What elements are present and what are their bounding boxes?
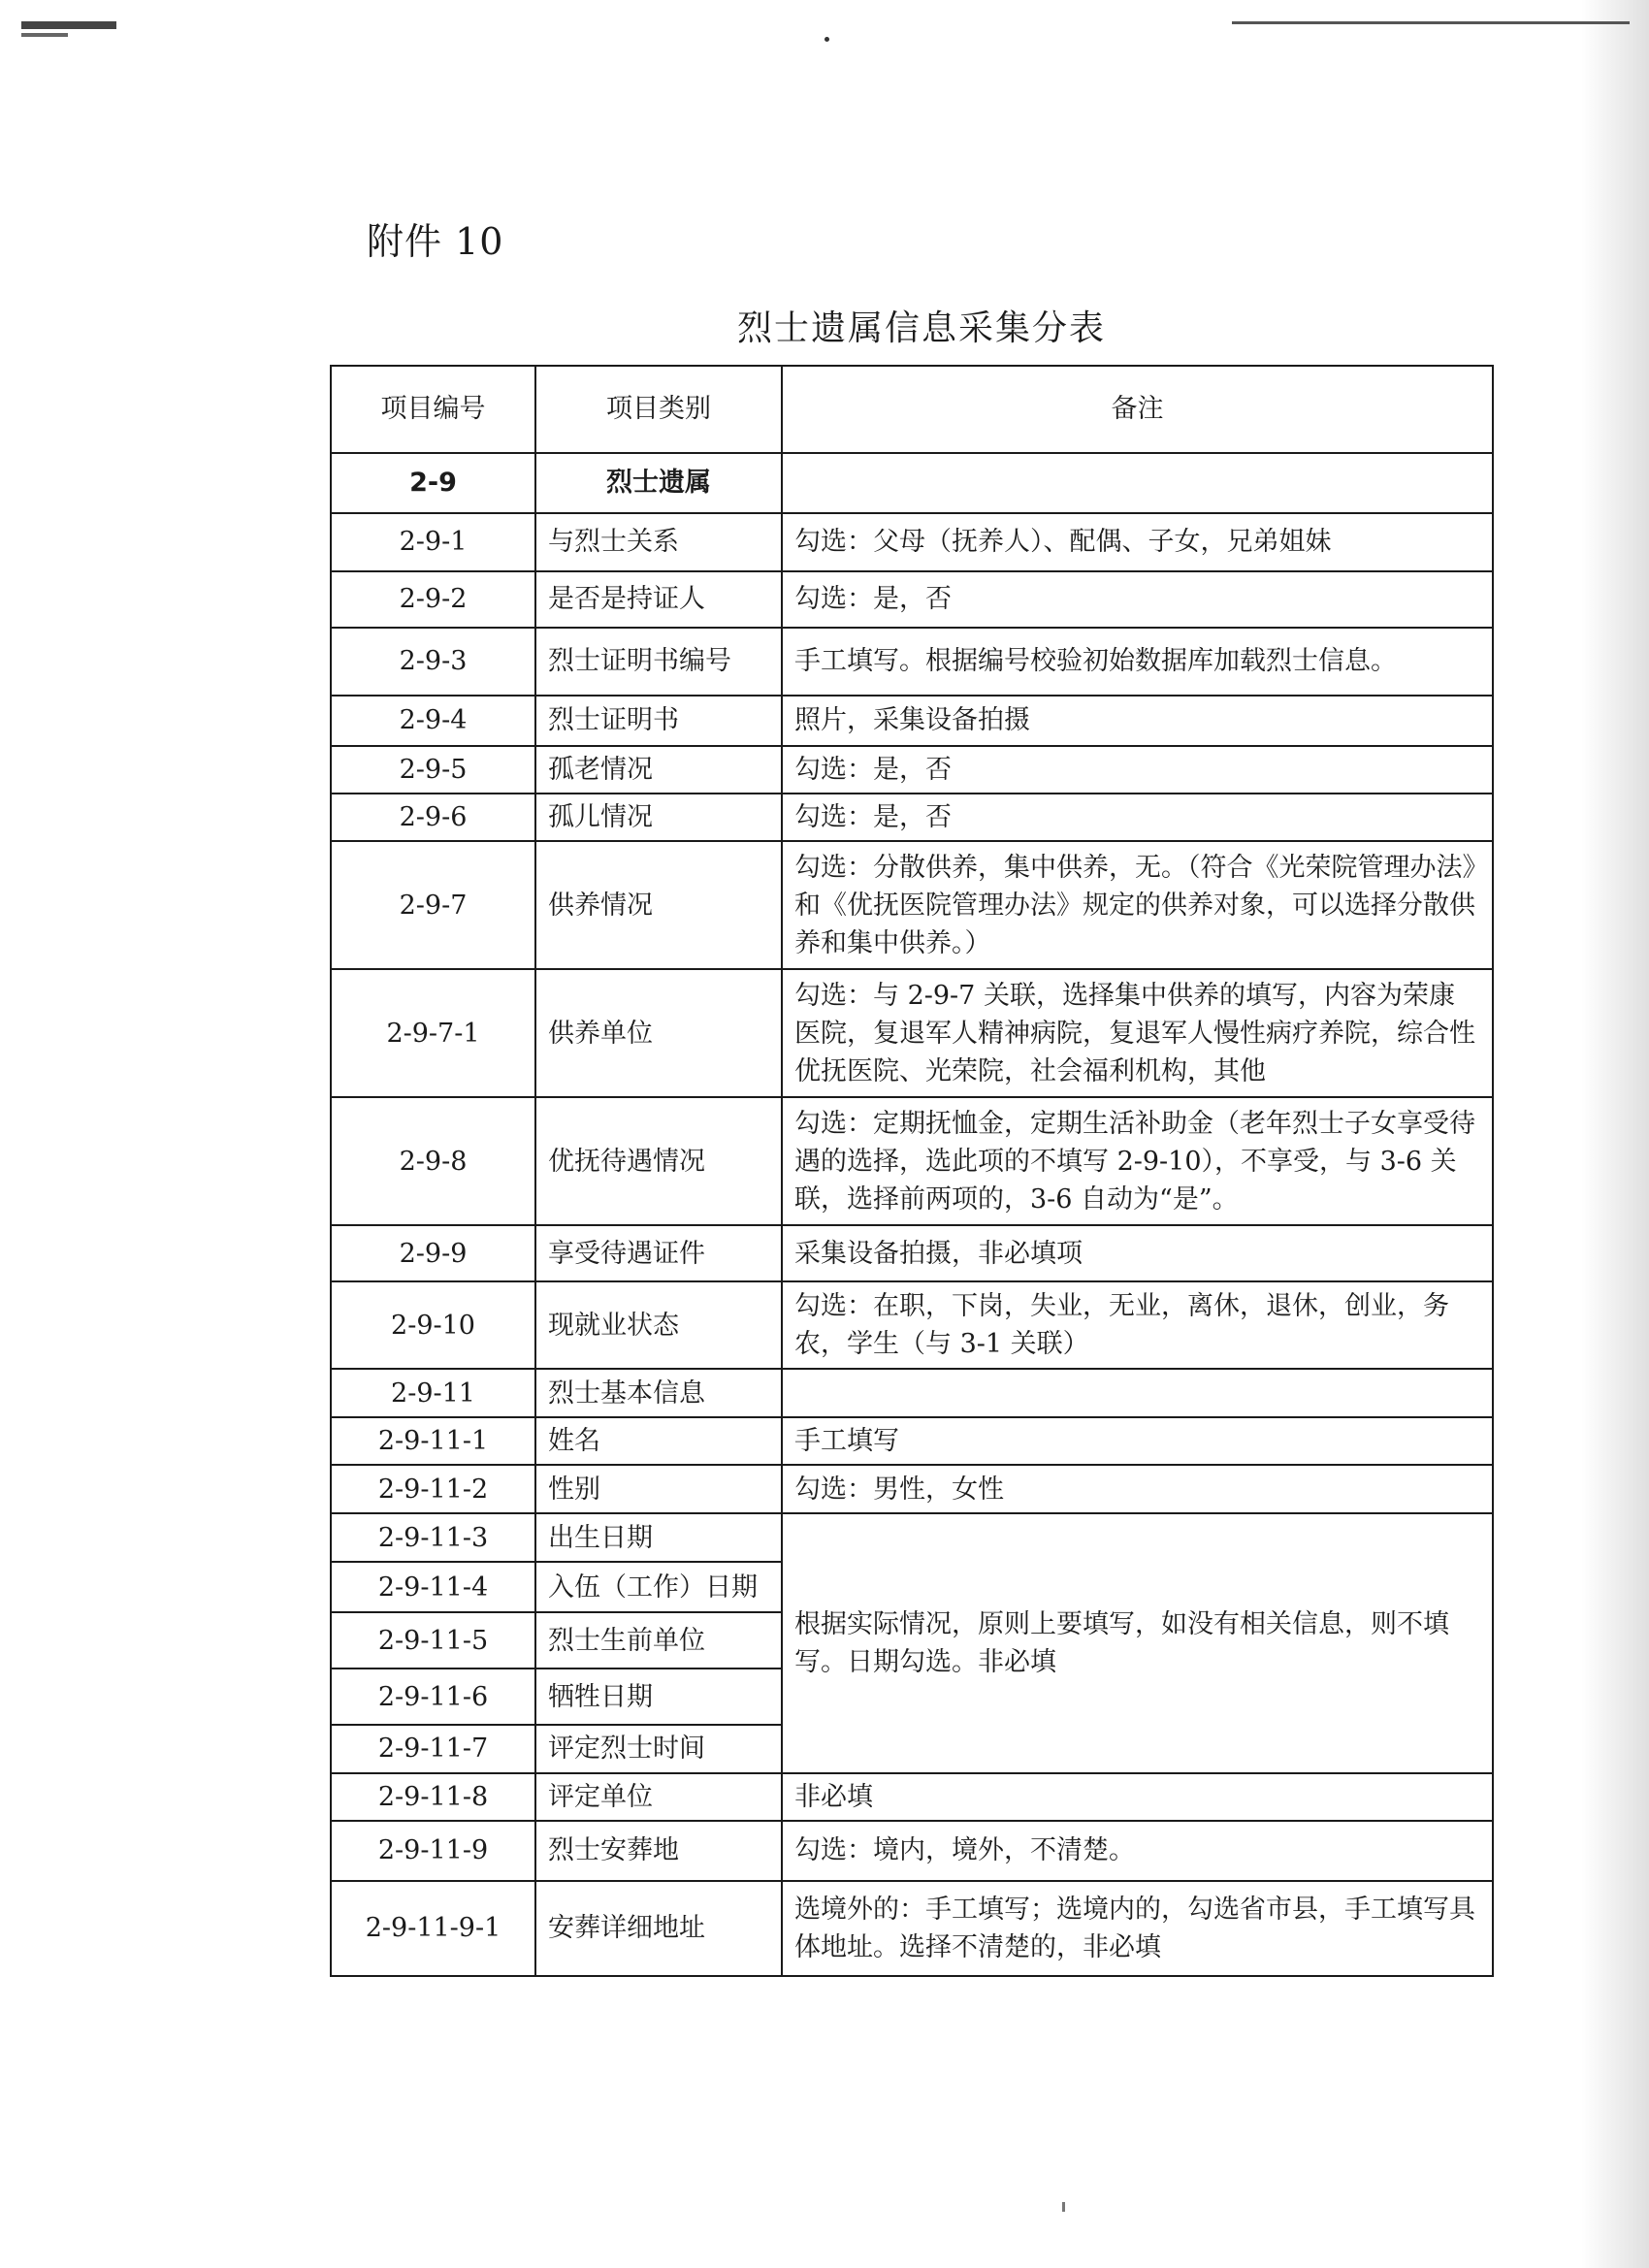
scan-mark: [21, 33, 68, 37]
item-note: 勾选：分散供养，集中供养，无。（符合《光荣院管理办法》和《优抚医院管理办法》规定的供养对象，可以选择分散供养和集中供养。）: [782, 841, 1493, 969]
item-note: 勾选：是，否: [782, 571, 1493, 628]
item-code: 2-9-5: [331, 746, 535, 794]
item-code: 2-9-9: [331, 1225, 535, 1281]
item-note: 勾选：男性，女性: [782, 1465, 1493, 1513]
table-row: [331, 1369, 1493, 1417]
item-category: 姓名: [535, 1417, 782, 1465]
table-row: [331, 1513, 1493, 1562]
scan-edge-shadow: [1581, 0, 1649, 2268]
item-note: 手工填写。根据编号校验初始数据库加载烈士信息。: [782, 628, 1493, 696]
item-category: 烈士生前单位: [535, 1612, 782, 1669]
table-row: [331, 794, 1493, 841]
item-category: 评定烈士时间: [535, 1725, 782, 1772]
item-code: 2-9-3: [331, 628, 535, 696]
scan-mark: [1062, 2202, 1065, 2212]
item-category: 出生日期: [535, 1513, 782, 1562]
item-category: 现就业状态: [535, 1281, 782, 1369]
item-code: 2-9-11-1: [331, 1417, 535, 1465]
item-code: 2-9-11-3: [331, 1513, 535, 1562]
item-note-merged: 根据实际情况，原则上要填写，如没有相关信息，则不填写。日期勾选。非必填: [782, 1513, 1493, 1772]
item-code: 2-9-11-7: [331, 1725, 535, 1772]
table-row: [331, 1097, 1493, 1225]
table-row: [331, 1281, 1493, 1369]
item-category: 评定单位: [535, 1773, 782, 1821]
item-category: 享受待遇证件: [535, 1225, 782, 1281]
item-code: 2-9-7: [331, 841, 535, 969]
item-category: 安葬详细地址: [535, 1881, 782, 1976]
item-code: 2-9-11: [331, 1369, 535, 1417]
table-row: [331, 969, 1493, 1097]
item-code: 2-9-11-4: [331, 1562, 535, 1612]
item-note: 勾选：境内，境外，不清楚。: [782, 1821, 1493, 1881]
item-category: 烈士遗属: [535, 453, 782, 513]
table-row: [331, 696, 1493, 746]
scan-mark: [1232, 21, 1630, 24]
document-title: 烈士遗属信息采集分表: [737, 308, 1107, 348]
item-code: 2-9-11-6: [331, 1669, 535, 1725]
item-category: 孤儿情况: [535, 794, 782, 841]
item-code: 2-9-2: [331, 571, 535, 628]
item-note: 选境外的：手工填写；选境内的，勾选省市县，手工填写具体地址。选择不清楚的，非必填: [782, 1881, 1493, 1976]
item-category: 入伍（工作）日期: [535, 1562, 782, 1612]
header-note: 备注: [782, 366, 1493, 453]
header-category: 项目类别: [535, 366, 782, 453]
item-code: 2-9-1: [331, 513, 535, 571]
item-note: 采集设备拍摄，非必填项: [782, 1225, 1493, 1281]
item-category: 烈士基本信息: [535, 1369, 782, 1417]
item-note: 勾选：在职，下岗，失业，无业，离休，退休，创业，务农，学生（与 3-1 关联）: [782, 1281, 1493, 1369]
item-category: 与烈士关系: [535, 513, 782, 571]
item-note: 勾选：是，否: [782, 794, 1493, 841]
item-category: 是否是持证人: [535, 571, 782, 628]
item-category: 牺牲日期: [535, 1669, 782, 1725]
item-note: 勾选：与 2-9-7 关联，选择集中供养的填写，内容为荣康医院，复退军人精神病院，复退军人慢性病疗养院，综合性优抚医院、光荣院，社会福利机构，其他: [782, 969, 1493, 1097]
item-code: 2-9-11-2: [331, 1465, 535, 1513]
table-row: [331, 513, 1493, 571]
item-note: 勾选：定期抚恤金，定期生活补助金（老年烈士子女享受待遇的选择，选此项的不填写 2-9-10），不享受，与 3-6 关联，选择前两项的，3-6 自动为“是”。: [782, 1097, 1493, 1225]
table-row: [331, 1465, 1493, 1513]
scan-mark: [824, 37, 829, 42]
item-note: 勾选：是，否: [782, 746, 1493, 794]
item-code: 2-9-11-9: [331, 1821, 535, 1881]
item-note: 手工填写: [782, 1417, 1493, 1465]
table-row: [331, 571, 1493, 628]
item-category: 孤老情况: [535, 746, 782, 794]
table-row: [331, 1881, 1493, 1976]
item-code: 2-9-8: [331, 1097, 535, 1225]
item-code: 2-9-11-9-1: [331, 1881, 535, 1976]
scan-mark: [21, 21, 116, 29]
item-code: 2-9-10: [331, 1281, 535, 1369]
table-row: [331, 1225, 1493, 1281]
table-row: [331, 1773, 1493, 1821]
item-category: 优抚待遇情况: [535, 1097, 782, 1225]
item-code: 2-9-4: [331, 696, 535, 746]
attachment-label: 附件 10: [367, 220, 504, 263]
item-category: 烈士证明书: [535, 696, 782, 746]
item-category: 性别: [535, 1465, 782, 1513]
item-note: [782, 1369, 1493, 1417]
table-row: [331, 746, 1493, 794]
item-category: 供养情况: [535, 841, 782, 969]
table-header-row: [331, 366, 1493, 453]
item-code: 2-9-11-8: [331, 1773, 535, 1821]
header-code: 项目编号: [331, 366, 535, 453]
table-row: [331, 1821, 1493, 1881]
table-row: [331, 453, 1493, 513]
item-code: 2-9-11-5: [331, 1612, 535, 1669]
item-note: [782, 453, 1493, 513]
item-note: 非必填: [782, 1773, 1493, 1821]
item-note: 照片，采集设备拍摄: [782, 696, 1493, 746]
item-category: 供养单位: [535, 969, 782, 1097]
item-code: 2-9-7-1: [331, 969, 535, 1097]
item-code: 2-9: [331, 453, 535, 513]
item-category: 烈士证明书编号: [535, 628, 782, 696]
table-row: [331, 628, 1493, 696]
item-category: 烈士安葬地: [535, 1821, 782, 1881]
item-code: 2-9-6: [331, 794, 535, 841]
info-collection-table: [330, 365, 1494, 1977]
item-note: 勾选：父母（抚养人）、配偶、子女，兄弟姐妹: [782, 513, 1493, 571]
table-row: [331, 1417, 1493, 1465]
table-row: [331, 841, 1493, 969]
